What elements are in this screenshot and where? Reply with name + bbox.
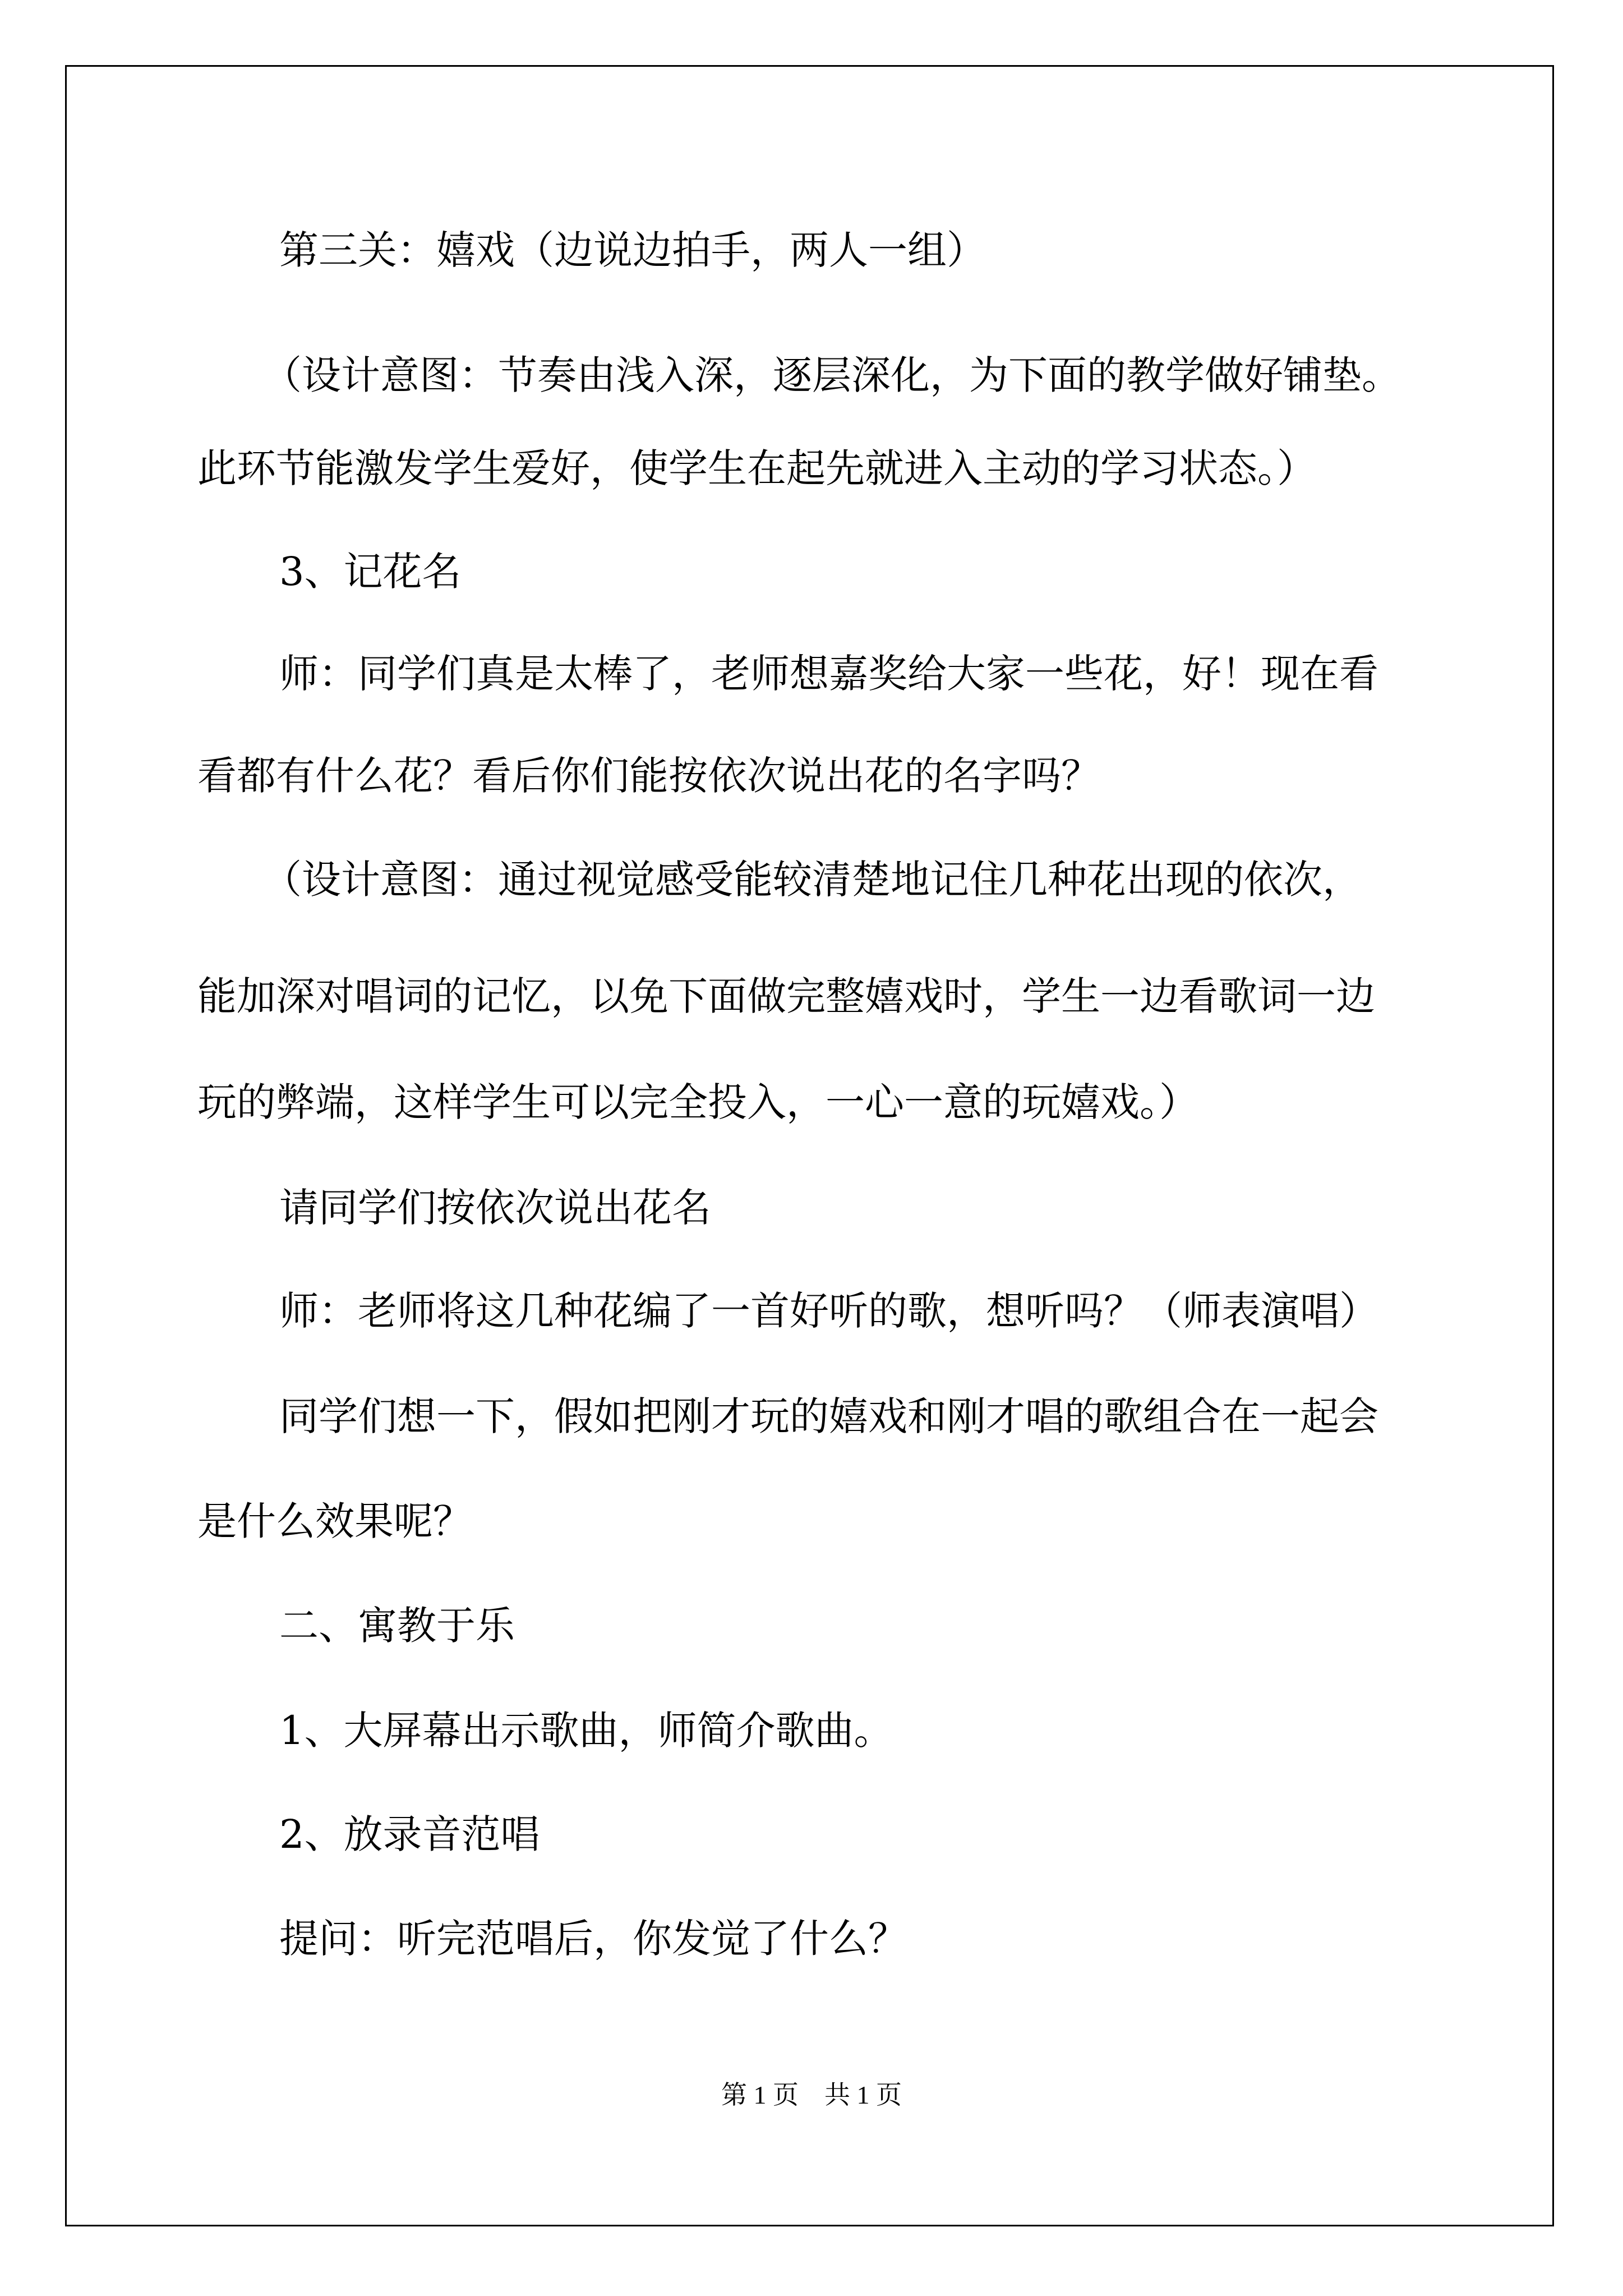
paragraph-line: 请同学们按依次说出花名 — [279, 1185, 711, 1231]
paragraph-line: 看都有什么花？看后你们能按依次说出花的名字吗？ — [197, 753, 1100, 799]
paragraph-line: 同学们想一下，假如把刚才玩的嬉戏和刚才唱的歌组合在一起会 — [279, 1393, 1378, 1439]
paragraph-line: 2、放录音范唱 — [279, 1811, 540, 1857]
section-heading: 二、寓教于乐 — [279, 1603, 515, 1649]
section-heading: 3、记花名 — [279, 549, 462, 595]
page-footer: 第 1 页 共 1 页 — [721, 2081, 902, 2109]
paragraph-line: 是什么效果呢？ — [197, 1498, 472, 1544]
paragraph-line: （设计意图：节奏由浅入深，逐层深化，为下面的教学做好铺垫。 — [262, 352, 1401, 398]
paragraph-line: 提问：听完范唱后，你发觉了什么？ — [279, 1916, 907, 1962]
paragraph-line: 1、大屏幕出示歌曲，师简介歌曲。 — [279, 1708, 893, 1754]
paragraph-line: 师：老师将这几种花编了一首好听的歌，想听吗？（师表演唱） — [279, 1288, 1378, 1334]
paragraph-line: 师：同学们真是太棒了，老师想嘉奖给大家一些花，好！现在看 — [279, 651, 1378, 697]
paragraph-line: 此环节能激发学生爱好，使学生在起先就进入主动的学习状态。） — [197, 445, 1316, 491]
paragraph-line: 能加深对唱词的记忆，以免下面做完整嬉戏时，学生一边看歌词一边 — [197, 973, 1375, 1019]
paragraph-line: 玩的弊端，这样学生可以完全投入，一心一意的玩嬉戏。） — [197, 1079, 1198, 1125]
paragraph-line: 第三关：嬉戏（边说边拍手，两人一组） — [279, 227, 986, 273]
paragraph-line: （设计意图：通过视觉感受能较清楚地记住几种花出现的依次， — [262, 857, 1362, 903]
